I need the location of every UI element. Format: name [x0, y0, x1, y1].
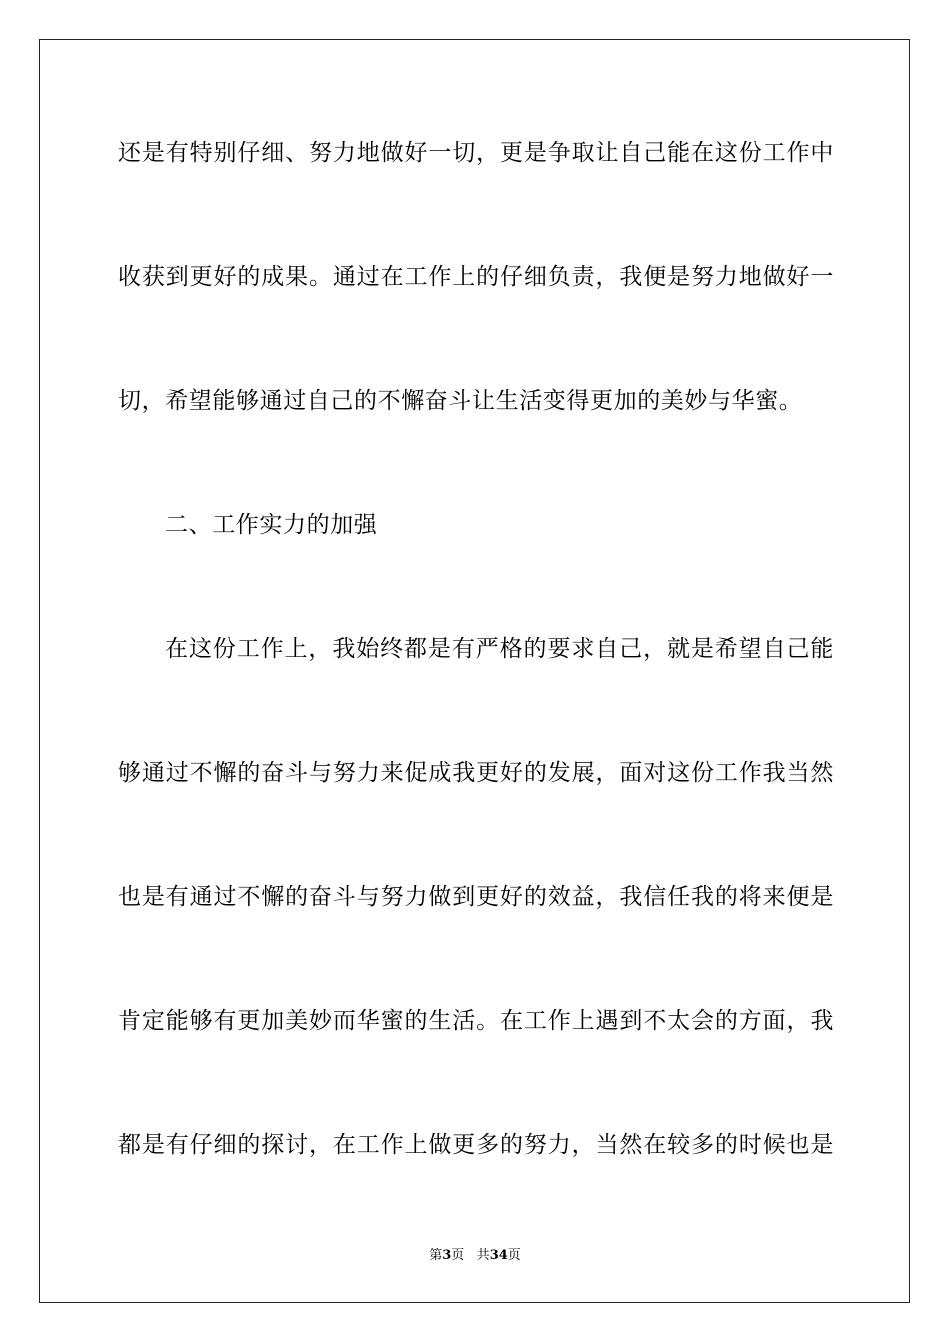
- body-line-8: 肯定能够有更加美妙而华蜜的生活。在工作上遇到不太会的方面，我: [118, 1008, 834, 1034]
- body-line-3: 切，希望能够通过自己的不懈奋斗让生活变得更加的美妙与华蜜。: [118, 388, 803, 414]
- body-line-6: 够通过不懈的奋斗与努力来促成我更好的发展，面对这份工作我当然: [118, 760, 834, 786]
- total-suffix: 页: [507, 1248, 521, 1263]
- body-line-5: 在这份工作上，我始终都是有严格的要求自己，就是希望自己能: [165, 636, 834, 662]
- body-line-2: 收获到更好的成果。通过在工作上的仔细负责，我便是努力地做好一: [118, 264, 834, 290]
- total-pages: 34: [489, 1248, 508, 1263]
- page-footer: [0, 1247, 950, 1265]
- total-prefix: 共: [476, 1248, 490, 1263]
- body-line-7: 也是有通过不懈的奋斗与努力做到更好的效益，我信任我的将来便是: [118, 884, 834, 910]
- page-number: 3: [442, 1248, 452, 1263]
- page-prefix: 第: [429, 1248, 443, 1263]
- section-heading: 二、工作实力的加强: [165, 512, 378, 538]
- body-line-1: 还是有特别仔细、努力地做好一切，更是争取让自己能在这份工作中: [118, 140, 834, 166]
- page-border: [39, 39, 910, 1303]
- body-line-9: 都是有仔细的探讨，在工作上做更多的努力，当然在较多的时候也是: [118, 1132, 834, 1158]
- page-suffix: 页: [451, 1248, 465, 1263]
